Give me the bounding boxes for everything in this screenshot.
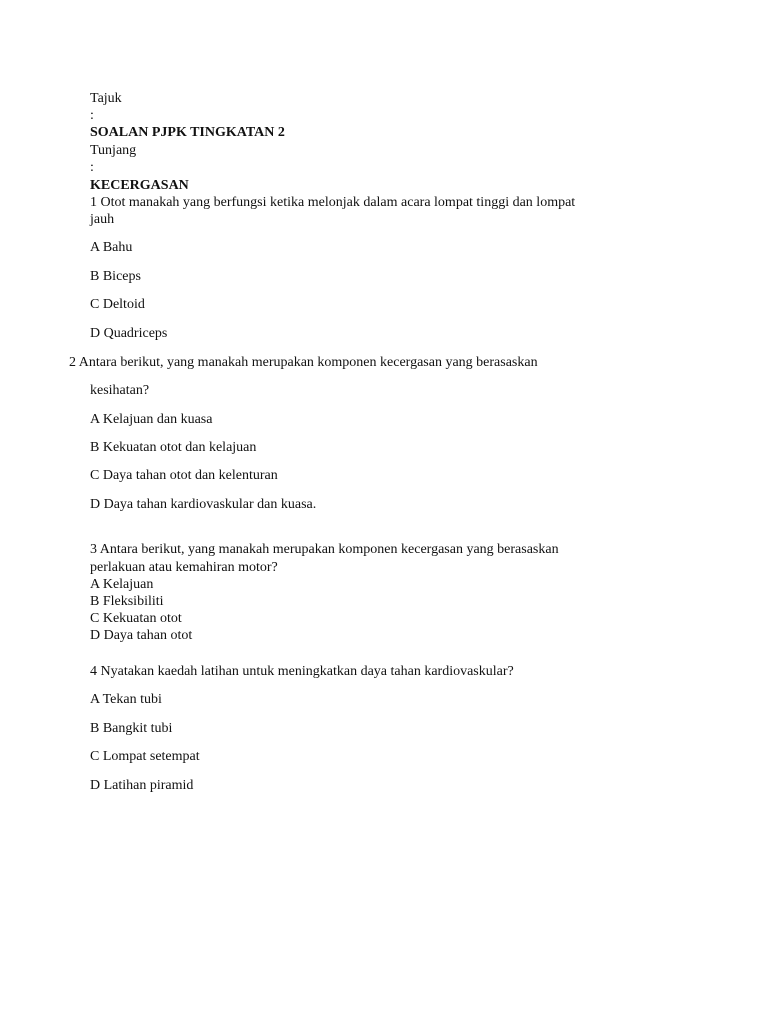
- question-2-option-c: C Daya tahan otot dan kelenturan: [90, 468, 278, 483]
- question-4-option-b: B Bangkit tubi: [90, 721, 173, 736]
- question-1-option-a: A Bahu: [90, 240, 133, 255]
- question-3-option-c: C Kekuatan otot: [90, 611, 182, 626]
- question-3-option-a: A Kelajuan: [90, 577, 154, 592]
- question-3-text: 3 Antara berikut, yang manakah merupakan komponen kecergasan yang berasaskan: [90, 542, 559, 557]
- tunjang-colon: :: [90, 160, 94, 175]
- question-1-text-cont: jauh: [90, 212, 115, 227]
- question-1-text: 1 Otot manakah yang berfungsi ketika melonjak dalam acara lompat tinggi dan lompat: [90, 195, 576, 210]
- question-2-option-a: A Kelajuan dan kuasa: [90, 412, 213, 427]
- question-2-option-b: B Kekuatan otot dan kelajuan: [90, 440, 257, 455]
- tunjang-label: Tunjang: [90, 143, 137, 158]
- question-4-text: 4 Nyatakan kaedah latihan untuk meningkatkan daya tahan kardiovaskular?: [90, 664, 514, 679]
- question-4-option-d: D Latihan piramid: [90, 778, 194, 793]
- question-1-option-b: B Biceps: [90, 269, 141, 284]
- document-title: SOALAN PJPK TINGKATAN 2: [90, 125, 285, 140]
- tajuk-colon: :: [90, 108, 94, 123]
- question-3-text-cont: perlakuan atau kemahiran motor?: [90, 560, 278, 575]
- tajuk-label: Tajuk: [90, 91, 122, 106]
- question-3-option-b: B Fleksibiliti: [90, 594, 164, 609]
- question-1-option-c: C Deltoid: [90, 297, 145, 312]
- question-3-option-d: D Daya tahan otot: [90, 628, 193, 643]
- question-2-text-cont: kesihatan?: [90, 383, 150, 398]
- question-2-text: 2 Antara berikut, yang manakah merupakan komponen kecergasan yang berasaskan: [69, 355, 538, 370]
- question-4-option-c: C Lompat setempat: [90, 749, 200, 764]
- question-2-option-d: D Daya tahan kardiovaskular dan kuasa.: [90, 497, 317, 512]
- question-4-option-a: A Tekan tubi: [90, 692, 162, 707]
- tunjang-value: KECERGASAN: [90, 178, 189, 193]
- question-1-option-d: D Quadriceps: [90, 326, 168, 341]
